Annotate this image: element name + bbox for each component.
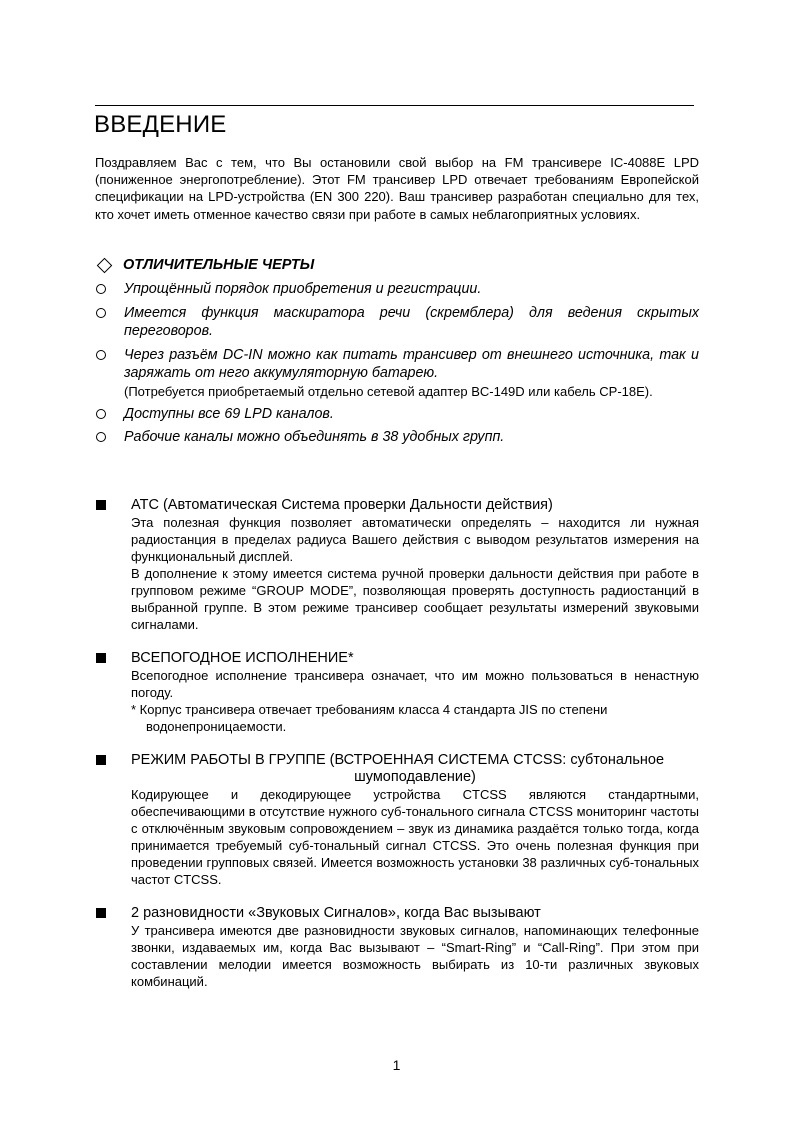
feature-text: Через разъём DC-IN можно как питать трансивер от внешнего источника, так и заряжать от него аккумуляторную батарею.: [124, 346, 699, 381]
page-number: 1: [392, 1057, 401, 1073]
feature-item: [95, 346, 699, 400]
feature-item: [95, 280, 699, 299]
section-heading: 2 разновидности «Звуковых Сигналов», когда Вас вызывают: [131, 905, 541, 921]
section-heading: ВСЕПОГОДНОЕ ИСПОЛНЕНИЕ*: [131, 650, 354, 666]
feature-item: [95, 304, 699, 341]
section-atc: [95, 497, 699, 633]
square-bullet-icon: [96, 908, 106, 918]
circle-bullet-icon: [96, 409, 106, 419]
section-body: В дополнение к этому имеется система ручной проверки дальности действия при работе в групповом режиме “GROUP MODE”, позволяющая проверять доступность радиостанций в выбранной группе. В этом режиме трансивер сообщает результаты измерений звуковыми сигналами.: [131, 566, 699, 632]
footnote-first-line: * Корпус трансивера отвечает требованиям класса 4 стандарта JIS по степени: [131, 702, 608, 717]
section-heading: ATC (Автоматическая Система проверки Дальности действия): [131, 497, 553, 513]
section-heading: РЕЖИМ РАБОТЫ В ГРУППЕ (ВСТРОЕННАЯ СИСТЕМА CTCSS: субтональное: [131, 752, 665, 768]
feature-text: Имеется функция маскиратора речи (скремблера) для ведения скрытых переговоров.: [124, 304, 699, 339]
square-bullet-icon: [96, 755, 106, 765]
feature-text: Упрощённый порядок приобретения и регистрации.: [124, 281, 482, 297]
page-title: ВВЕДЕНИЕ: [94, 111, 227, 138]
feature-item: [95, 428, 699, 447]
feature-item: [95, 405, 699, 424]
feature-text: Доступны все 69 LPD каналов.: [124, 405, 334, 422]
features-heading: [95, 257, 314, 273]
features-heading-text: ОТЛИЧИТЕЛЬНЫЕ ЧЕРТЫ: [123, 257, 315, 273]
circle-bullet-icon: [96, 350, 106, 360]
feature-text: Рабочие каналы можно объединять в 38 удобных групп.: [124, 429, 505, 445]
square-bullet-icon: [96, 653, 106, 663]
section-group-mode: [95, 752, 699, 888]
section-body: Всепогодное исполнение трансивера означает, что им можно пользоваться в ненастную погоду.: [131, 668, 699, 700]
section-heading-continuation: шумоподавление): [354, 769, 476, 785]
circle-bullet-icon: [96, 308, 106, 318]
title-rule: [95, 105, 694, 106]
footnote-continuation: водонепроницаемости.: [146, 719, 287, 734]
section-ring: [95, 905, 699, 990]
section-body: Эта полезная функция позволяет автоматически определять – находится ли нужная радиостанция в пределах радиуса Вашего действия с выводом результатов измерения на функциональный дисплей.: [131, 515, 699, 564]
section-weather: [95, 650, 699, 735]
square-bullet-icon: [96, 500, 106, 510]
footnote: [95, 701, 699, 735]
section-body: У трансивера имеются две разновидности звуковых сигналов, напоминающих телефонные звонки, издаваемых им, когда Вас вызывают – “Smart-Ring” и “Call-Ring”. При этом при составлении мелодии имеется возможность выбирать из 10-ти различных звуковых комбинаций.: [131, 923, 699, 989]
circle-bullet-icon: [96, 284, 106, 294]
features-list: [95, 280, 699, 452]
intro-paragraph: Поздравляем Вас с тем, что Вы остановили свой выбор на FM трансивере IC-4088E LPD (пониженное энергопотребление). Этот FM трансивер LPD отвечает требованиям Европейской спецификации на LPD-устройства (EN 300 220). Ваш трансивер разработан специально для тех, кто хочет иметь отменное качество связи при работе в самых неблагоприятных условиях.: [95, 155, 699, 222]
section-body: Кодирующее и декодирующее устройства CTCSS являются стандартными, обеспечивающими в отсутствие нужного суб-тонального сигнала CTCSS мониторинг частоты с отключённым звуковым сопровождением – звук из динамика раздаётся только тогда, когда принимается требуемый суб-тональный сигнал CTCSS. Это очень полезная функция при проведении групповых связей. Имеется возможность установки 38 различных суб-тональных частот CTCSS.: [131, 787, 699, 887]
feature-note: (Потребуется приобретаемый отдельно сетевой адаптер BC-149D или кабель CP-18E).: [124, 383, 653, 399]
circle-bullet-icon: [96, 432, 106, 442]
diamond-bullet-icon: [97, 257, 113, 273]
